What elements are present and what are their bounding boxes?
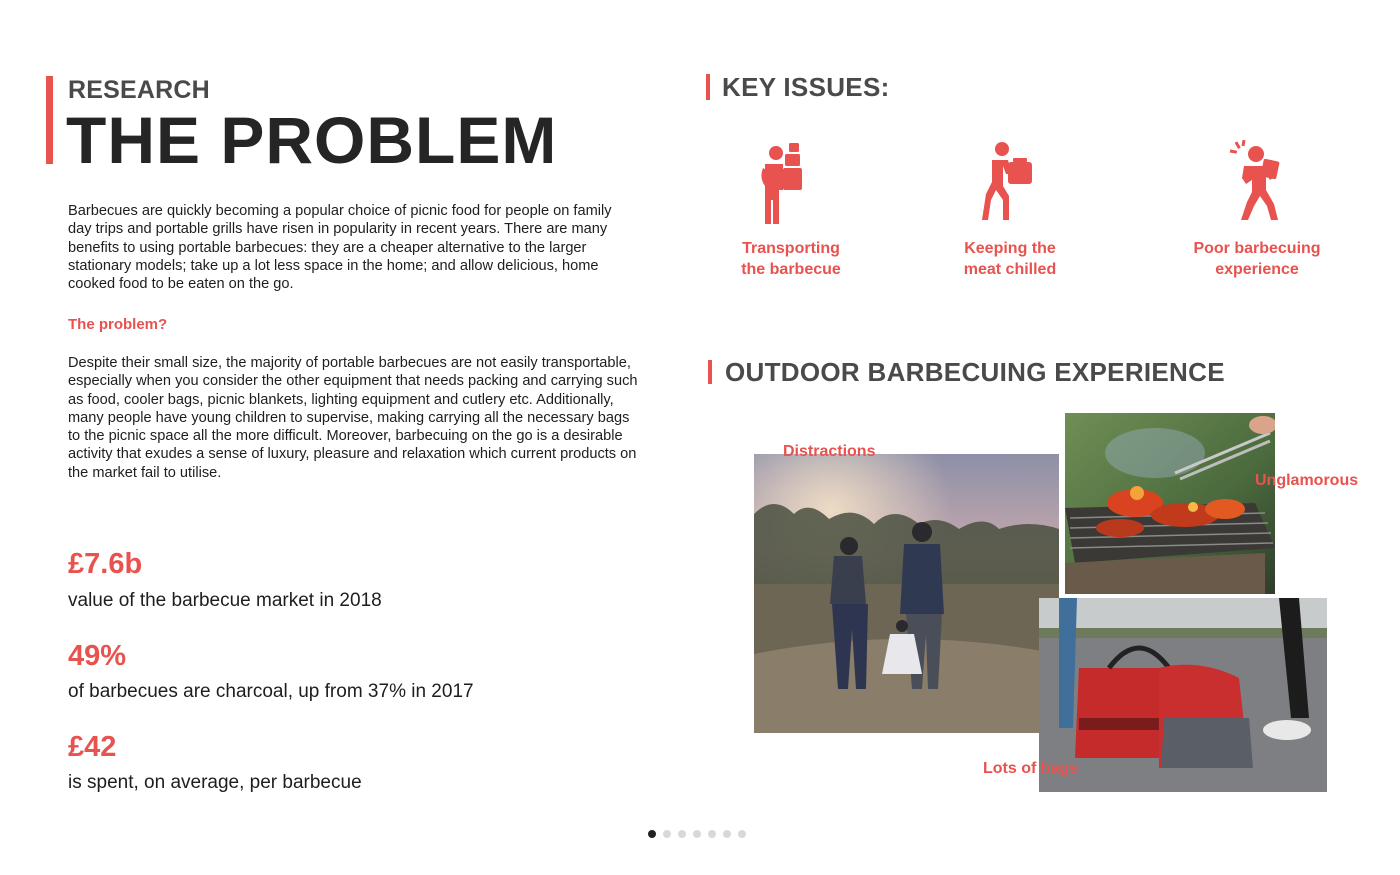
stressed-person-icon bbox=[1222, 140, 1292, 228]
person-carrying-boxes-icon bbox=[756, 140, 826, 228]
tag-distractions: Distractions bbox=[783, 443, 876, 460]
page-dot-1[interactable] bbox=[648, 830, 656, 838]
issue-label-line2: the barbecue bbox=[741, 261, 841, 278]
stat-value-spend: £42 bbox=[68, 731, 117, 763]
experience-title: OUTDOOR BARBECUING EXPERIENCE bbox=[725, 357, 1225, 387]
issue-label-line2: meat chilled bbox=[963, 261, 1057, 278]
page-dot-6[interactable] bbox=[723, 830, 731, 838]
problem-paragraph: Despite their small size, the majority of portable barbecues are not easily transportable, especially when you consider the other equipment that needs packing and carrying such as food, cooler bags, picnic blankets, lighting equipment and cutlery etc. Additionally, many people have young children to supervise, making carrying all the necessary bags to the picnic space all the more difficult. Moreover, barbecuing on the go is a desirable activity that exudes a sense of luxury, pleasure and relaxation which current products on the market fail to utilise. bbox=[68, 355, 638, 481]
stat-value-market: £7.6b bbox=[68, 548, 143, 580]
stat-value-charcoal: 49% bbox=[68, 640, 127, 672]
person-carrying-cooler-icon bbox=[975, 140, 1045, 228]
stat-text-charcoal: of barbecues are charcoal, up from 37% in 2017 bbox=[68, 681, 474, 702]
key-issues-title: KEY ISSUES: bbox=[722, 72, 890, 102]
issue-label-line1: Transporting bbox=[742, 240, 840, 257]
page-dot-2[interactable] bbox=[663, 830, 671, 838]
issue-label-line1: Poor barbecuing bbox=[1193, 240, 1321, 257]
page-dot-4[interactable] bbox=[693, 830, 701, 838]
title-accent-bar bbox=[46, 76, 53, 164]
key-issues-accent-bar bbox=[706, 74, 710, 100]
family-walking-photo bbox=[754, 454, 1059, 733]
grill-photo bbox=[1065, 413, 1275, 594]
carousel-pagination bbox=[648, 830, 746, 838]
intro-paragraph: Barbecues are quickly becoming a popular choice of picnic food for people on family day trips and portable grills have risen in popularity in recent years. There are many benefits to using portable barbecues: they are a cheaper alternative to the larger stationary models; take up a lot less space in the home; and allow delicious, home cooked food to be eaten on the go. bbox=[68, 203, 612, 293]
tag-lots-of-bags: Lots of bags bbox=[983, 760, 1079, 777]
issue-label-line1: Keeping the bbox=[964, 240, 1056, 257]
issue-experience bbox=[1157, 140, 1357, 280]
page-title: THE PROBLEM bbox=[66, 103, 558, 177]
tag-unglamorous: Unglamorous bbox=[1255, 472, 1359, 489]
stat-text-market: value of the barbecue market in 2018 bbox=[68, 590, 382, 611]
issue-label-line2: experience bbox=[1215, 261, 1299, 278]
issue-transporting bbox=[691, 140, 891, 280]
page-dot-7[interactable] bbox=[738, 830, 746, 838]
page-dot-5[interactable] bbox=[708, 830, 716, 838]
section-kicker: RESEARCH bbox=[68, 76, 210, 104]
page-dot-3[interactable] bbox=[678, 830, 686, 838]
stat-text-spend: is spent, on average, per barbecue bbox=[68, 772, 362, 793]
experience-accent-bar bbox=[708, 360, 712, 384]
issue-chilled bbox=[910, 140, 1110, 280]
bags-photo bbox=[1039, 598, 1327, 792]
problem-heading: The problem? bbox=[68, 316, 168, 333]
